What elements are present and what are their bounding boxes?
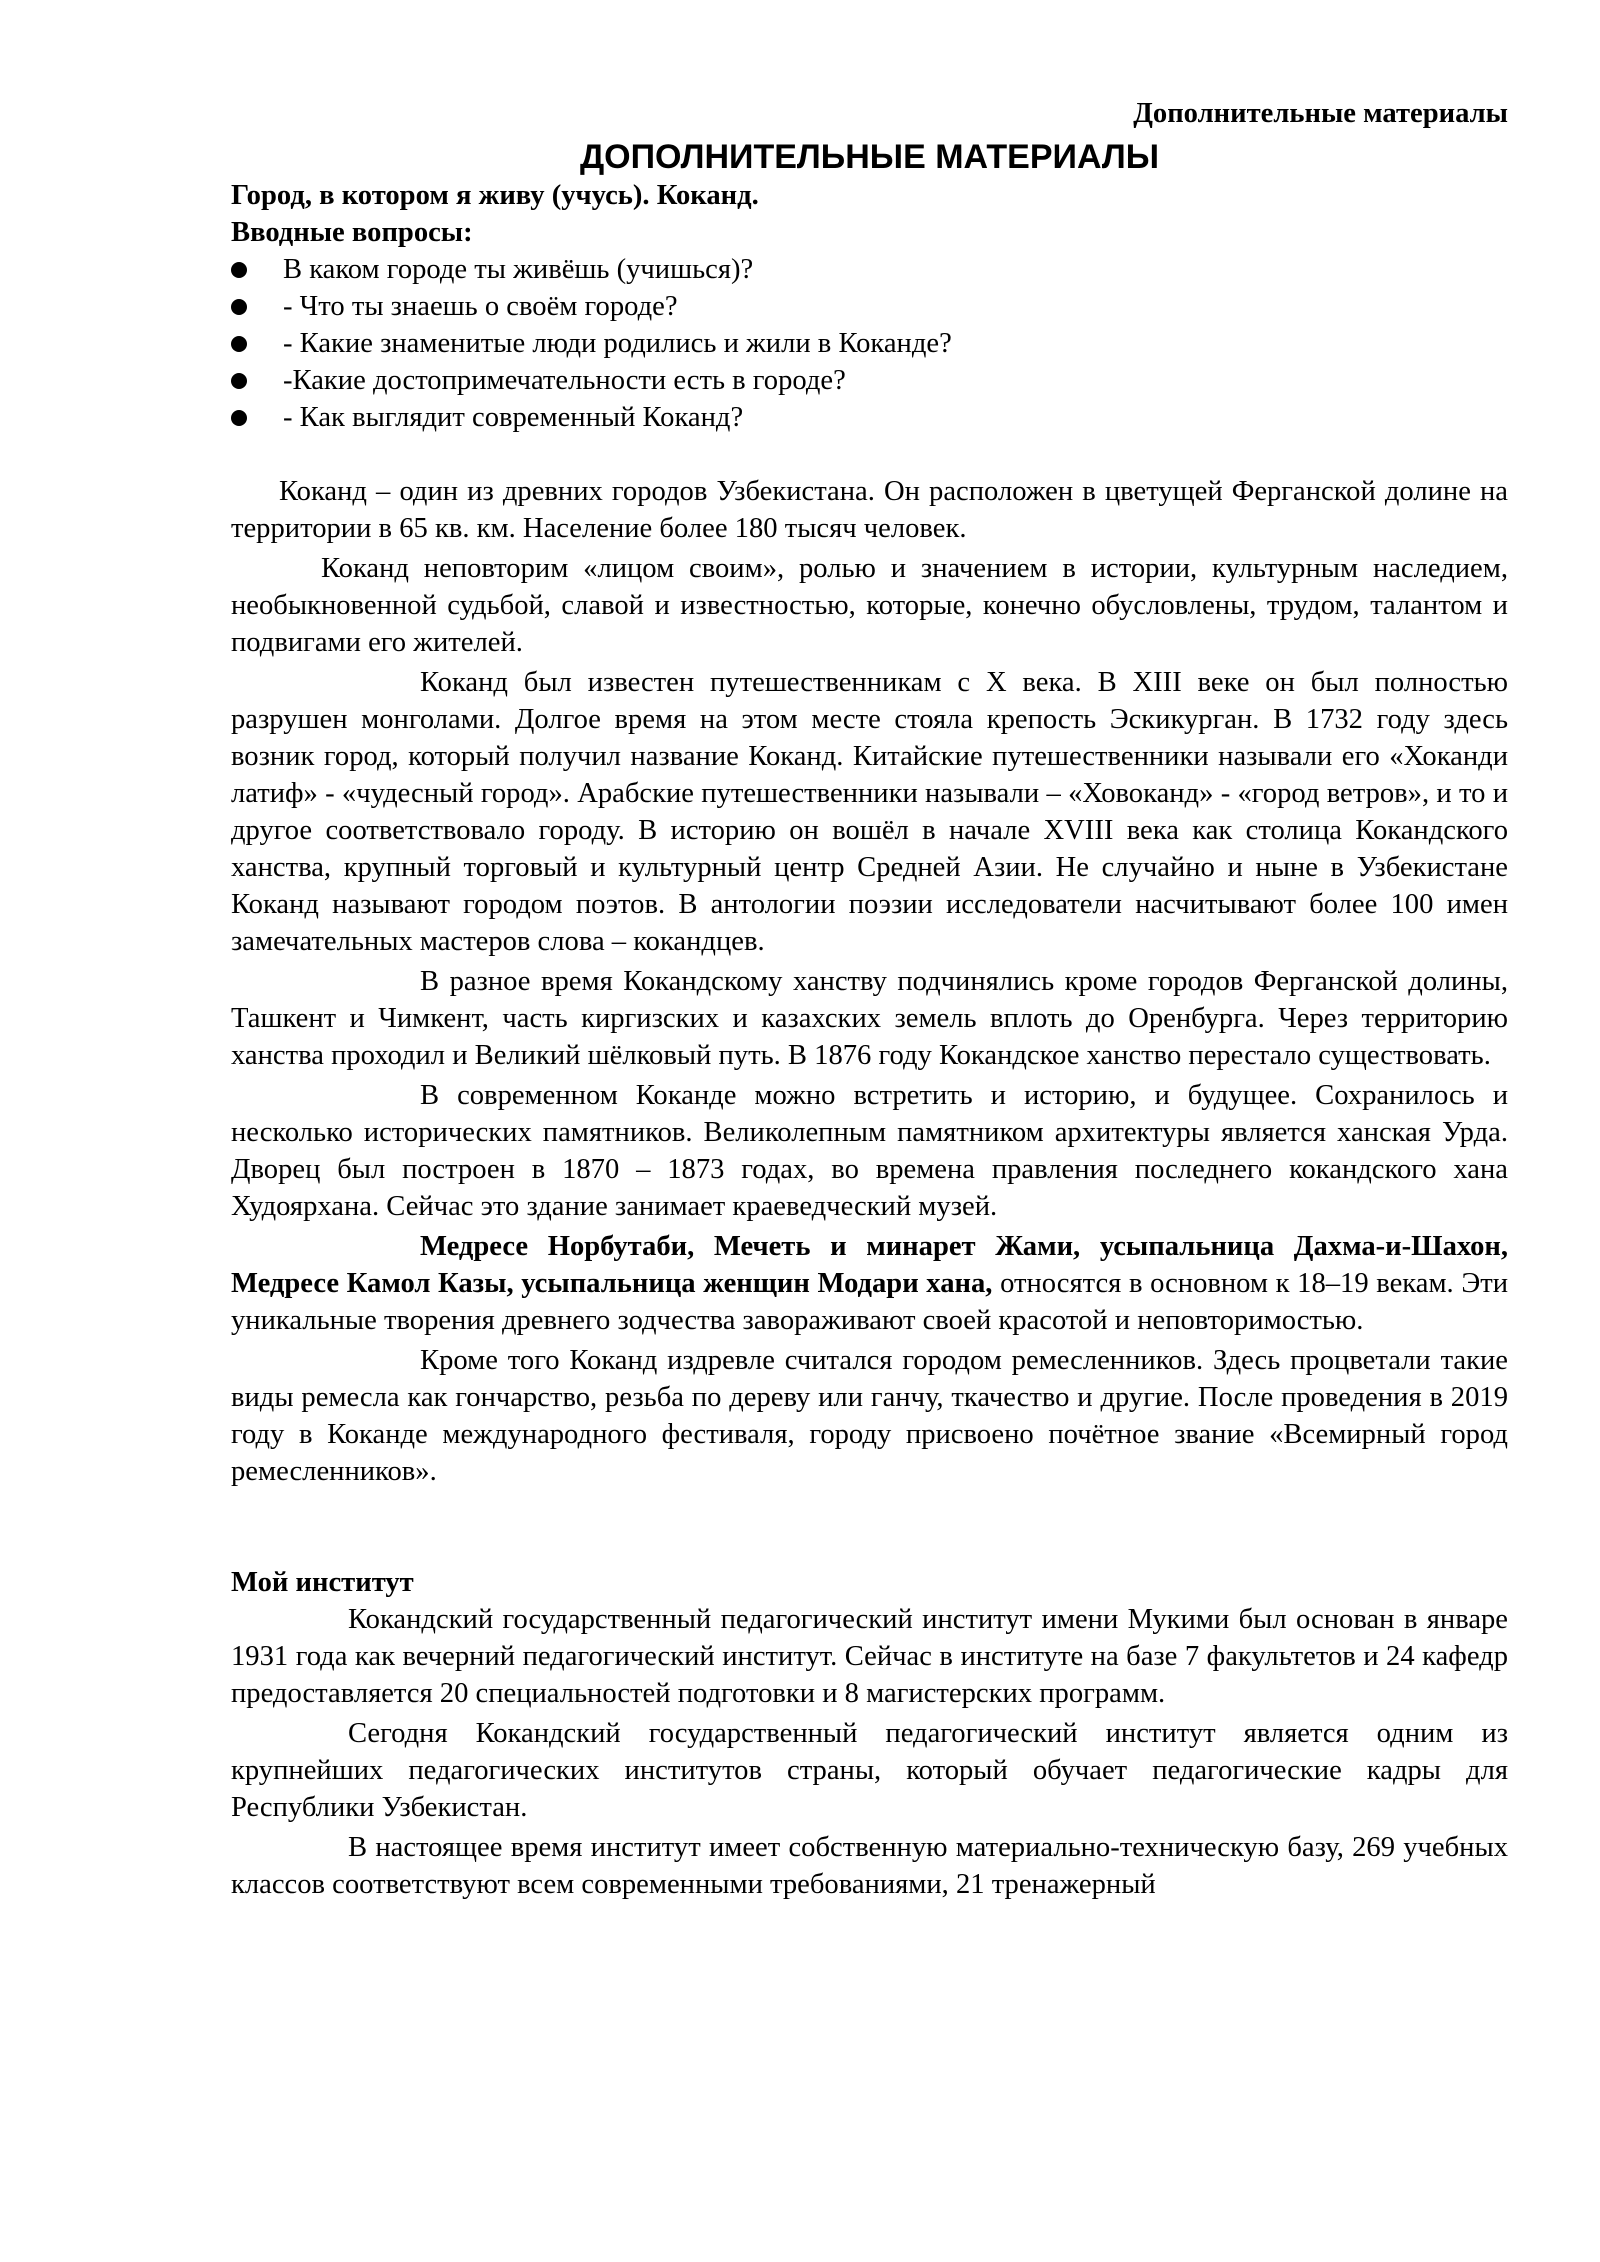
paragraph-kokand-history: Коканд был известен путешественникам с X века. В XIII веке он был полностью разрушен монголами. Долгое время на этом месте стояла крепость Эскикурган. В 1732 году здесь возник город, который получил название Коканд. Китайские путешественники называли его «Хоканди латиф» - «чудесный город». Арабские путешественники называли – «Ховоканд» - «город ветров», и то и другое соответствовало городу. В историю он вошёл в начале XVIII века как столица Кокандского ханства, крупный торговый и культурный центр Средней Азии. Не случайно и ныне в Узбекистане Коканд называют городом поэтов. В антологии поэзии исследователи насчитывают более 100 имен замечательных мастеров слова – кокандцев. (231, 667, 1508, 957)
questions-list (231, 251, 1508, 436)
bullet-icon (231, 299, 247, 315)
list-item (283, 251, 1508, 288)
paragraph-kokand-khanate: В разное время Кокандскому ханству подчинялись кроме городов Ферганской долины, Ташкент и Чимкент, часть киргизских и казахских земель вплоть до Оренбурга. Через территорию ханства проходил и Великий шёлковый путь. В 1876 году Кокандское ханство перестало существовать. (231, 966, 1508, 1071)
bullet-icon (231, 262, 247, 278)
paragraph-kokand-unique: Коканд неповторим «лицом своим», ролью и значением в истории, культурным наследием, необыкновенной судьбой, славой и известностью, которые, конечно обусловлены, трудом, талантом и подвигами его жителей. (231, 553, 1508, 658)
list-item (283, 399, 1508, 436)
paragraph-kokand-monuments (231, 1228, 1508, 1339)
section-heading-city: Город, в котором я живу (учусь). Коканд. (231, 180, 759, 211)
section-heading-institute: Мой институт (231, 1567, 414, 1598)
bullet-icon (231, 373, 247, 389)
list-item (283, 288, 1508, 325)
monuments-list: Медресе Норбутаби, Мечеть и минарет Жами, усыпальница Дахма-и-Шахон, Медресе Камол Казы, усыпальница женщин Модари хана, (231, 1231, 1508, 1299)
paragraph-institute-today: Сегодня Кокандский государственный педагогический институт является одним из крупнейших педагогических институтов страны, который обучает педагогические кадры для Республики Узбекистан. (231, 1718, 1508, 1823)
paragraph-institute-founded: Кокандский государственный педагогический институт имени Мукими был основан в январе 1931 года как вечерний педагогический институт. Сейчас в институте на базе 7 факультетов и 24 кафедр предоставляется 20 специальностей подготовки и 8 магистерских программ. (231, 1604, 1508, 1709)
question-text: - Какие знаменитые люди родились и жили в Коканде? (283, 328, 952, 359)
document-title: ДОПОЛНИТЕЛЬНЫЕ МАТЕРИАЛЫ (579, 138, 1160, 176)
list-item (283, 325, 1508, 362)
questions-heading: Вводные вопросы: (231, 217, 473, 248)
paragraph-kokand-intro: Коканд – один из древних городов Узбекистана. Он расположен в цветущей Ферганской долине на территории в 65 кв. км. Население более 180 тысяч человек. (231, 476, 1508, 544)
bullet-icon (231, 336, 247, 352)
paragraph-kokand-crafts: Кроме того Коканд издревле считался городом ремесленников. Здесь процветали такие виды ремесла как гончарство, резьба по дереву или ганчу, ткачество и другие. После проведения в 2019 году в Коканде международного фестиваля, городу присвоено почётное звание «Всемирный город ремесленников». (231, 1345, 1508, 1487)
list-item (283, 362, 1508, 399)
monuments-description: относятся в основном к 18–19 векам. Эти уникальные творения древнего зодчества завораживают своей красотой и неповторимостью. (231, 1268, 1508, 1336)
paragraph-institute-facilities: В настоящее время институт имеет собственную материально-техническую базу, 269 учебных классов соответствуют всем современными требованиями, 21 тренажерный (231, 1832, 1508, 1900)
question-text: - Что ты знаешь о своём городе? (283, 291, 678, 322)
paragraph-kokand-modern: В современном Коканде можно встретить и историю, и будущее. Сохранилось и несколько исторических памятников. Великолепным памятником архитектуры является ханская Урда. Дворец был построен в 1870 – 1873 годах, во времена правления последнего кокандского хана Худоярхана. Сейчас это здание занимает краеведческий музей. (231, 1080, 1508, 1222)
question-text: В каком городе ты живёшь (учишься)? (283, 254, 754, 285)
running-header: Дополнительные материалы (1133, 98, 1508, 129)
question-text: - Как выглядит современный Коканд? (283, 402, 744, 433)
bullet-icon (231, 410, 247, 426)
question-text: -Какие достопримечательности есть в городе? (283, 365, 846, 396)
